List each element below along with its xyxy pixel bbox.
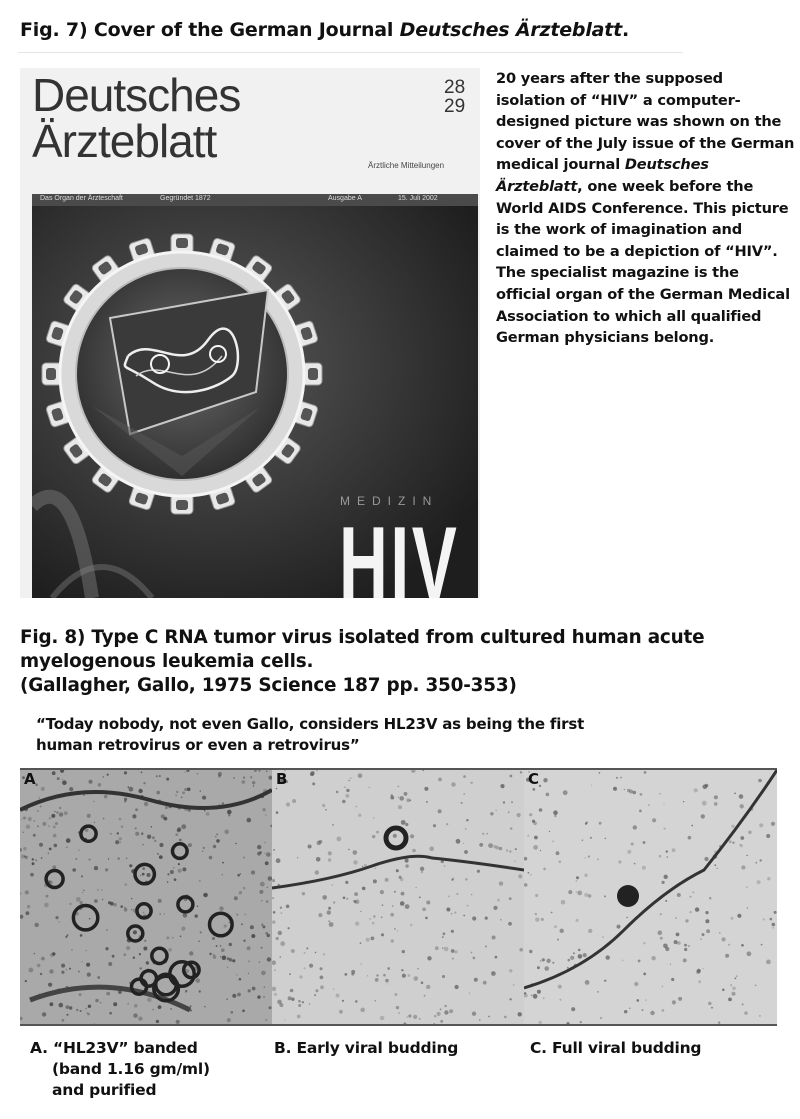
- panel-c-letter: C: [528, 770, 540, 788]
- issue-top: 28: [444, 77, 466, 98]
- panel-b-letter: B: [276, 770, 288, 788]
- fig7-desc-part1: 20 years after the supposed isolation of “HIV” a computer-designed picture was shown on the cover of the July issue of the German medical journal: [496, 70, 795, 174]
- magazine-cover: [20, 68, 480, 598]
- caption-a-line-3: and purified: [52, 1081, 157, 1099]
- fig7-title-prefix: Fig. 7) Cover of the German Journal: [20, 19, 400, 41]
- fig8-title-line-1: Fig. 8) Type C RNA tumor virus isolated from cultured human acute: [20, 627, 705, 648]
- cover-artwork: [32, 194, 478, 598]
- fig7-desc-part2: , one week before the World AIDS Conference. This picture is the work of imagination and claimed to be a depiction of “HIV”. The specialist magazine is the official organ of the German Medical Association to which all qualified German physicians belong.: [496, 177, 790, 347]
- micrograph-panel-a: [20, 770, 272, 1024]
- fig7-title-journal: Deutsches Ärzteblatt: [399, 19, 623, 41]
- caption-a: [30, 1038, 210, 1101]
- strip-founded: Gegründet 1872: [160, 195, 211, 202]
- fig8-title-line-2: myelogenous leukemia cells.: [20, 651, 314, 672]
- fig8-title: [20, 626, 704, 698]
- masthead-line-2: Ärzteblatt: [32, 115, 217, 167]
- quote-line-2: human retrovirus or even a retrovirus”: [36, 736, 360, 754]
- micrograph-panel-b: [272, 770, 524, 1024]
- micrograph-c-image: [524, 770, 777, 1024]
- panel-a-letter: A: [24, 770, 36, 788]
- strip-edition: Ausgabe A: [328, 195, 362, 202]
- budded-virion-c: [617, 885, 639, 907]
- fig7-title: [20, 18, 629, 42]
- micrograph-a-image: [20, 770, 272, 1024]
- fig7-desc-journal: Deutsches Ärzteblatt: [496, 156, 709, 195]
- micrograph-panel-c: [524, 770, 777, 1024]
- masthead-line-1: Deutsches: [32, 69, 241, 121]
- caption-a-line-1: A. “HL23V” banded: [30, 1039, 198, 1057]
- fig8-citation: (Gallagher, Gallo, 1975 Science 187 pp. 350-353): [20, 675, 517, 696]
- issue-bottom: 29: [444, 96, 466, 117]
- strip-date: 15. Juli 2002: [398, 195, 438, 202]
- caption-a-line-2: (band 1.16 gm/ml): [52, 1060, 210, 1078]
- cover-masthead: [32, 69, 241, 167]
- fig7-description: [496, 68, 796, 349]
- quote-line-1: “Today nobody, not even Gallo, considers HL23V as being the first: [36, 715, 585, 733]
- caption-b: B. Early viral budding: [274, 1039, 459, 1057]
- micrograph-strip: [20, 768, 777, 1026]
- fig7-title-end: .: [622, 19, 630, 41]
- fig8-quote: [36, 714, 584, 756]
- cover-headline: HIV: [339, 506, 460, 598]
- micrograph-b-image: [272, 770, 524, 1024]
- issue-number: [444, 78, 465, 116]
- divider: [18, 52, 683, 53]
- caption-c: C. Full viral budding: [530, 1039, 702, 1057]
- strip-organ: Das Organ der Ärzteschaft: [40, 195, 123, 202]
- cover-subtitle: Ärztliche Mitteilungen: [368, 161, 445, 170]
- cover-section-label: MEDIZIN: [340, 494, 439, 508]
- cover-info-strip: [32, 194, 478, 206]
